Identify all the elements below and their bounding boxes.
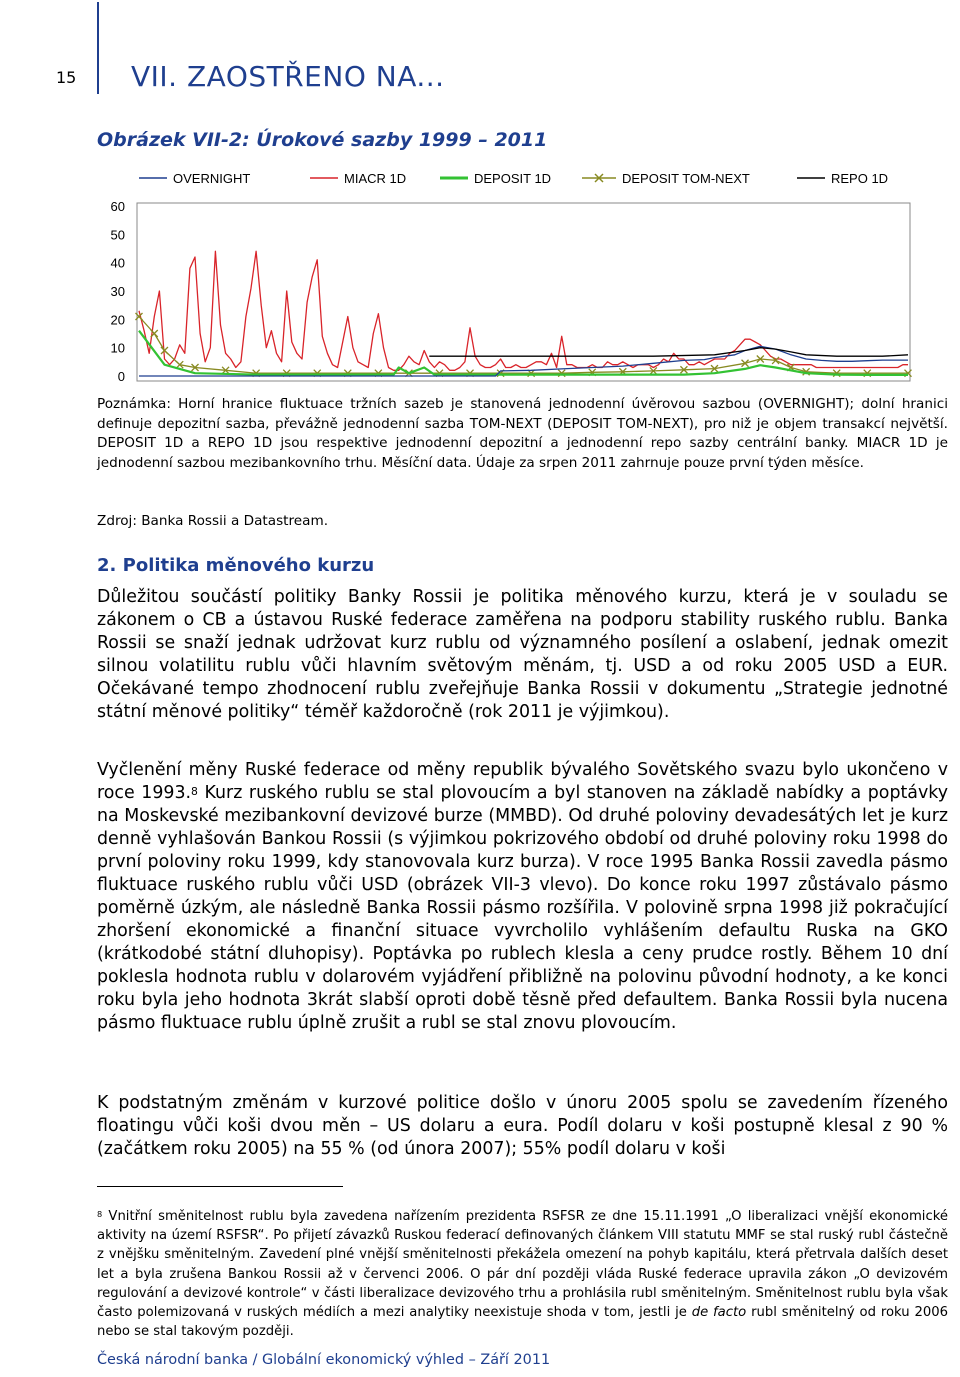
paragraph-2-start: Vyčlenění měny Ruské federace od měny republik bývalého Sovětského svazu bylo ukončeno v roce 1993. [97, 760, 948, 803]
y-tick-label: 30 [110, 284, 125, 299]
figure-title: Obrázek VII-2: Úrokové sazby 1999 – 2011 [97, 129, 548, 151]
chart-legend [139, 171, 888, 186]
footnote-reference[interactable]: 8 [191, 785, 198, 798]
legend-label: OVERNIGHT [173, 171, 251, 186]
y-tick-label: 50 [110, 227, 125, 243]
paragraph-3: K podstatným změnám v kurzové politice došlo v únoru 2005 spolu se zavedením řízeného floatingu vůči koši dvou měn – US dolaru a eura. Podíl dolaru v koši postupně klesal z 90 % (začátkem roku 2005) na 55 % (od února 2007); 55% podíl dolaru v koši [97, 1093, 948, 1159]
legend-label: DEPOSIT 1D [474, 171, 552, 186]
footnote-emphasis: de facto [691, 1305, 747, 1321]
interest-rate-chart [97, 158, 917, 388]
y-tick-label: 10 [110, 340, 125, 356]
chart-note: Poznámka: Horní hranice fluktuace tržních sazeb je stanovená jednodenní úvěrovou sazbou (OVERNIGHT); dolní hranici definuje depozitní sazba, převážně jednodenní sazba TOM-NEXT (DEPOSIT TOM-NEXT), pro niž je objem transakcí největší. DEPOSIT 1D a REPO 1D jsou respektive jednodenní depozitní a jednodenní repo sazby centrální banky. MIACR 1D je jednodenní sazbou mezibankovního trhu. Měsíční data. Údaje za srpen 2011 zahrnuje pouze první týden měsíce. [97, 396, 948, 471]
legend-label: MIACR 1D [344, 171, 407, 186]
legend-label: REPO 1D [831, 171, 889, 186]
footnote-text-start: Vnitřní směnitelnost rublu byla zavedena nařízením prezidenta RSFSR ze dne 15.11.1991 „O liberalizaci vnější ekonomické aktivity na území RSFSR“. Po přijetí závazků Ruskou federací definovaných článkem VIII statutu MMF se stal ruský rubl částečně z vnějšku směnitelným. Zavedení plné vnější směnitelnosti překážela omezení na pohyb kapitálu, která přetrvala dalších deset let a byla zrušena Bankou Rossii až v červenci 2006. O pár dní později vláda Ruské federace upravila zákon „O devizovém regulování a devizové kontrole“ v části liberalizace devizového trhu a prohlásila rubl směnitelným. Směnitelnost rublu byla však často polemizovaná v ruských médiích a mezi analytiky neexistuje shoda v tom, jestli je [97, 1209, 948, 1321]
y-axis [111, 199, 125, 384]
page-footer: Česká národní banka / Globální ekonomický výhled – Září 2011 [97, 1352, 551, 1368]
page-number: 15 [56, 68, 77, 87]
y-tick-label: 20 [110, 312, 125, 328]
y-tick-label: 40 [110, 255, 125, 271]
paragraph-2 [97, 759, 948, 1035]
plot-area [137, 203, 910, 381]
paragraph-1: Důležitou součástí politiky Banky Rossii je politika měnového kurzu, která je v souladu se zákonem o CB a ústavou Ruské federace zaměřena na podporu stability ruského rublu. Banka Rossii se snaží jednak udržovat kurz rublu od významného posílení a oslabení, jednak omezit silnou volatilitu rublu vůči hlavním světovým měnám, tj. USD a od roku 2005 USD a EUR. Očekávané tempo zhodnocení rublu zveřejňuje Banka Rossii v dokumentu „Strategie jednotné státní měnové politiky“ téměř každoročně (rok 2011 je výjimkou). [97, 587, 948, 722]
footnote-text-end: rubl směnitelný od roku 2006 nebo se stal takovým později. [97, 1305, 949, 1340]
chart-source: Zdroj: Banka Rossii a Datastream. [97, 513, 329, 529]
header-divider [97, 2, 99, 94]
footnote-number: 8 [97, 1209, 103, 1219]
footnote [97, 1207, 948, 1341]
legend-label: DEPOSIT TOM-NEXT [622, 171, 750, 186]
section-title: VII. ZAOSTŘENO NA... [131, 60, 445, 93]
footnote-separator [97, 1186, 343, 1187]
section-heading: 2. Politika měnového kurzu [97, 555, 375, 576]
paragraph-2-rest: Kurz ruského rublu se stal plovoucím a byl stanoven na základě nabídky a poptávky na Moskevské mezibankovní devizové burze (MMBD). Od druhé poloviny devadesátých let je kurz denně vyhlašován Bankou Rossii (s výjimkou pokrizového období od druhé poloviny roku 1998 do první poloviny roku 1999, kdy stanovovala kurz burza). V roce 1995 Banka Rossii zavedla pásmo fluktuace ruského rublu vůči USD (obrázek VII-3 vlevo). Do konce roku 1997 zůstávalo pásmo poměrně úzkým, ale následně Banka Rossii pásmo rozšířila. V polovině srpna 1998 již pokračující zhoršení ekonomické a finanční situace vyvrcholilo vyhlášením defaultu Ruska na GKO (krátkodobé státní dluhopisy). Poptávka po rublech klesla a ceny prudce rostly. Během 10 dní poklesla hodnota rublu v dolarovém vyjádření přibližně na polovinu původní hodnoty, a ke konci roku byla jeho hodnota 3krát slabší oproti době těsně před defaultem. Banka Rossii byla nucena pásmo fluktuace rublu úplně zrušit a rubl se stal znovu plovoucím. [97, 783, 948, 1033]
y-tick-label: 0 [117, 369, 125, 384]
y-tick-label: 60 [110, 199, 125, 214]
